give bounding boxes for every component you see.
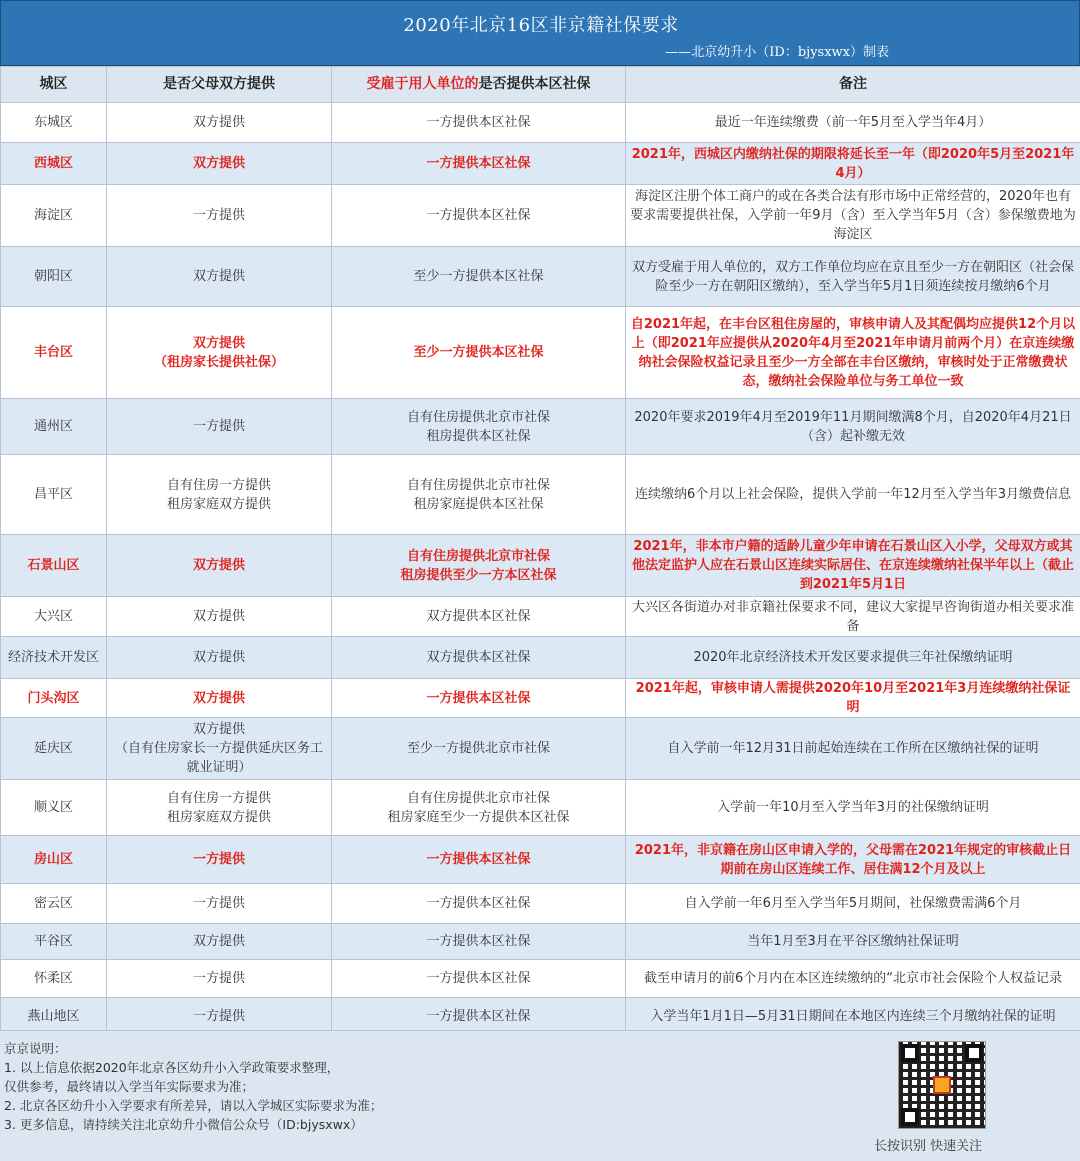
cell-remarks: 当年1月至3月在平谷区缴纳社保证明 — [626, 924, 1080, 960]
cell-social-security: 一方提供本区社保 — [332, 143, 626, 185]
table-row — [1, 307, 1080, 399]
header-social-security-red: 受雇于用人单位的 — [367, 76, 479, 92]
cell-district: 东城区 — [1, 103, 107, 143]
cell-district: 大兴区 — [1, 597, 107, 637]
cell-parents: 双方提供 — [107, 247, 332, 307]
qr-logo-icon — [933, 1076, 951, 1094]
qr-finder-pattern — [965, 1044, 983, 1062]
cell-social-security: 自有住房提供北京市社保 租房家庭提供本区社保 — [332, 455, 626, 535]
cell-parents: 一方提供 — [107, 884, 332, 924]
cell-district: 密云区 — [1, 884, 107, 924]
table-row — [1, 103, 1080, 143]
cell-parents: 双方提供 — [107, 679, 332, 718]
table-row — [1, 884, 1080, 924]
cell-social-security: 自有住房提供北京市社保 租房提供本区社保 — [332, 399, 626, 455]
notes-line: 2. 北京各区幼升小入学要求有所差异，请以入学城区实际要求为准； — [4, 1098, 382, 1113]
cell-social-security: 一方提供本区社保 — [332, 884, 626, 924]
table-row — [1, 143, 1080, 185]
cell-district: 海淀区 — [1, 185, 107, 247]
notes-line: 仅供参考，最终请以入学当年实际要求为准； — [4, 1079, 254, 1094]
qr-finder-pattern — [901, 1044, 919, 1062]
requirements-table — [0, 66, 1080, 1036]
header-remarks: 备注 — [626, 67, 1080, 103]
cell-remarks: 海淀区注册个体工商户的或在各类合法有形市场中正常经营的，2020年也有要求需要提供社保，入学前一年9月（含）至入学当年5月（含）参保缴费地为海淀区 — [626, 185, 1080, 247]
header-parents: 是否父母双方提供 — [107, 67, 332, 103]
cell-district: 怀柔区 — [1, 960, 107, 998]
cell-social-security: 至少一方提供本区社保 — [332, 307, 626, 399]
cell-remarks: 2021年，非京籍在房山区申请入学的，父母需在2021年规定的审核截止日期前在房山区连续工作、居住满12个月及以上 — [626, 836, 1080, 884]
cell-remarks: 自2021年起，在丰台区租住房屋的，审核申请人及其配偶均应提供12个月以上（即2021年应提供从2020年4月至2021年申请月前两个月）在京连续缴纳社会保险权益记录且至少一方全部在丰台区缴纳，审核时处于正常缴费状态，缴纳社会保险单位与务工单位一致 — [626, 307, 1080, 399]
cell-remarks: 2021年起，审核申请人需提供2020年10月至2021年3月连续缴纳社保证明 — [626, 679, 1080, 718]
page-title: 2020年北京16区非京籍社保要求 — [1, 11, 1080, 37]
cell-district: 西城区 — [1, 143, 107, 185]
cell-remarks: 2021年，非本市户籍的适龄儿童少年申请在石景山区入小学，父母双方或其他法定监护人应在石景山区连续实际居住、在京连续缴纳社保半年以上（截止到2021年5月1日 — [626, 535, 1080, 597]
cell-social-security: 一方提供本区社保 — [332, 185, 626, 247]
cell-social-security: 至少一方提供北京市社保 — [332, 718, 626, 780]
notes-line: 1. 以上信息依据2020年北京各区幼升小入学政策要求整理， — [4, 1060, 339, 1075]
cell-district: 门头沟区 — [1, 679, 107, 718]
cell-district: 顺义区 — [1, 780, 107, 836]
notes-line: 3. 更多信息，请持续关注北京幼升小微信公众号（ID:bjysxwx） — [4, 1117, 363, 1132]
cell-remarks: 双方受雇于用人单位的，双方工作单位均应在京且至少一方在朝阳区（社会保险至少一方在朝阳区缴纳），至入学当年5月1日须连续按月缴纳6个月 — [626, 247, 1080, 307]
cell-remarks: 2020年要求2019年4月至2019年11月期间缴满8个月，自2020年4月21日（含）起补缴无效 — [626, 399, 1080, 455]
cell-remarks: 入学前一年10月至入学当年3月的社保缴纳证明 — [626, 780, 1080, 836]
cell-social-security: 一方提供本区社保 — [332, 836, 626, 884]
cell-remarks: 最近一年连续缴费（前一年5月至入学当年4月） — [626, 103, 1080, 143]
cell-district: 房山区 — [1, 836, 107, 884]
table-row — [1, 679, 1080, 718]
cell-parents: 一方提供 — [107, 399, 332, 455]
cell-parents: 双方提供 （自有住房家长一方提供延庆区务工就业证明） — [107, 718, 332, 780]
cell-remarks: 2021年，西城区内缴纳社保的期限将延长至一年（即2020年5月至2021年4月） — [626, 143, 1080, 185]
table-row — [1, 718, 1080, 780]
cell-social-security: 一方提供本区社保 — [332, 103, 626, 143]
header-social-security — [332, 67, 626, 103]
cell-remarks: 入学当年1月1日—5月31日期间在本地区内连续三个月缴纳社保的证明 — [626, 998, 1080, 1036]
table-row — [1, 960, 1080, 998]
cell-parents: 自有住房一方提供 租房家庭双方提供 — [107, 780, 332, 836]
cell-parents: 自有住房一方提供 租房家庭双方提供 — [107, 455, 332, 535]
header-social-security-rest: 是否提供本区社保 — [479, 76, 591, 92]
cell-parents: 双方提供 — [107, 924, 332, 960]
cell-district: 通州区 — [1, 399, 107, 455]
cell-social-security: 双方提供本区社保 — [332, 597, 626, 637]
cell-district: 经济技术开发区 — [1, 637, 107, 679]
cell-district: 朝阳区 — [1, 247, 107, 307]
table-row — [1, 836, 1080, 884]
table-row — [1, 637, 1080, 679]
cell-social-security: 自有住房提供北京市社保 租房家庭至少一方提供本区社保 — [332, 780, 626, 836]
title-banner — [0, 0, 1080, 66]
cell-district: 平谷区 — [1, 924, 107, 960]
table-row — [1, 924, 1080, 960]
notes — [4, 1039, 382, 1134]
cell-parents: 一方提供 — [107, 960, 332, 998]
cell-district: 丰台区 — [1, 307, 107, 399]
cell-parents: 一方提供 — [107, 836, 332, 884]
cell-social-security: 双方提供本区社保 — [332, 637, 626, 679]
cell-remarks: 截至申请月的前6个月内在本区连续缴纳的“北京市社会保险个人权益记录 — [626, 960, 1080, 998]
table-row — [1, 185, 1080, 247]
cell-social-security: 一方提供本区社保 — [332, 924, 626, 960]
cell-social-security: 一方提供本区社保 — [332, 998, 626, 1036]
cell-district: 燕山地区 — [1, 998, 107, 1036]
qr-finder-pattern — [901, 1108, 919, 1126]
cell-parents: 一方提供 — [107, 185, 332, 247]
table-row — [1, 535, 1080, 597]
cell-social-security: 至少一方提供本区社保 — [332, 247, 626, 307]
cell-parents: 双方提供 — [107, 535, 332, 597]
table-row — [1, 399, 1080, 455]
cell-social-security: 一方提供本区社保 — [332, 679, 626, 718]
table-row — [1, 780, 1080, 836]
cell-parents: 一方提供 — [107, 998, 332, 1036]
page-subtitle: ——北京幼升小（ID：bjysxwx）制表 — [665, 41, 889, 60]
cell-remarks: 自入学前一年6月至入学当年5月期间，社保缴费需满6个月 — [626, 884, 1080, 924]
table-row — [1, 597, 1080, 637]
notes-heading: 京京说明： — [4, 1041, 67, 1056]
qr-code[interactable] — [898, 1041, 986, 1129]
cell-parents: 双方提供 （租房家长提供社保） — [107, 307, 332, 399]
footer-notes-panel — [0, 1030, 1080, 1161]
cell-remarks: 大兴区各街道办对非京籍社保要求不同，建议大家提早咨询街道办相关要求准备 — [626, 597, 1080, 637]
table-row — [1, 455, 1080, 535]
cell-social-security: 一方提供本区社保 — [332, 960, 626, 998]
cell-parents: 双方提供 — [107, 143, 332, 185]
header-district: 城区 — [1, 67, 107, 103]
cell-district: 延庆区 — [1, 718, 107, 780]
cell-district: 石景山区 — [1, 535, 107, 597]
cell-remarks: 2020年北京经济技术开发区要求提供三年社保缴纳证明 — [626, 637, 1080, 679]
table-row — [1, 247, 1080, 307]
cell-social-security: 自有住房提供北京市社保 租房提供至少一方本区社保 — [332, 535, 626, 597]
cell-remarks: 连续缴纳6个月以上社会保险，提供入学前一年12月至入学当年3月缴费信息 — [626, 455, 1080, 535]
table-header-row — [1, 67, 1080, 103]
qr-caption: 长按识别 快速关注 — [874, 1135, 982, 1154]
cell-remarks: 自入学前一年12月31日前起始连续在工作所在区缴纳社保的证明 — [626, 718, 1080, 780]
cell-parents: 双方提供 — [107, 637, 332, 679]
cell-parents: 双方提供 — [107, 597, 332, 637]
cell-parents: 双方提供 — [107, 103, 332, 143]
cell-district: 昌平区 — [1, 455, 107, 535]
